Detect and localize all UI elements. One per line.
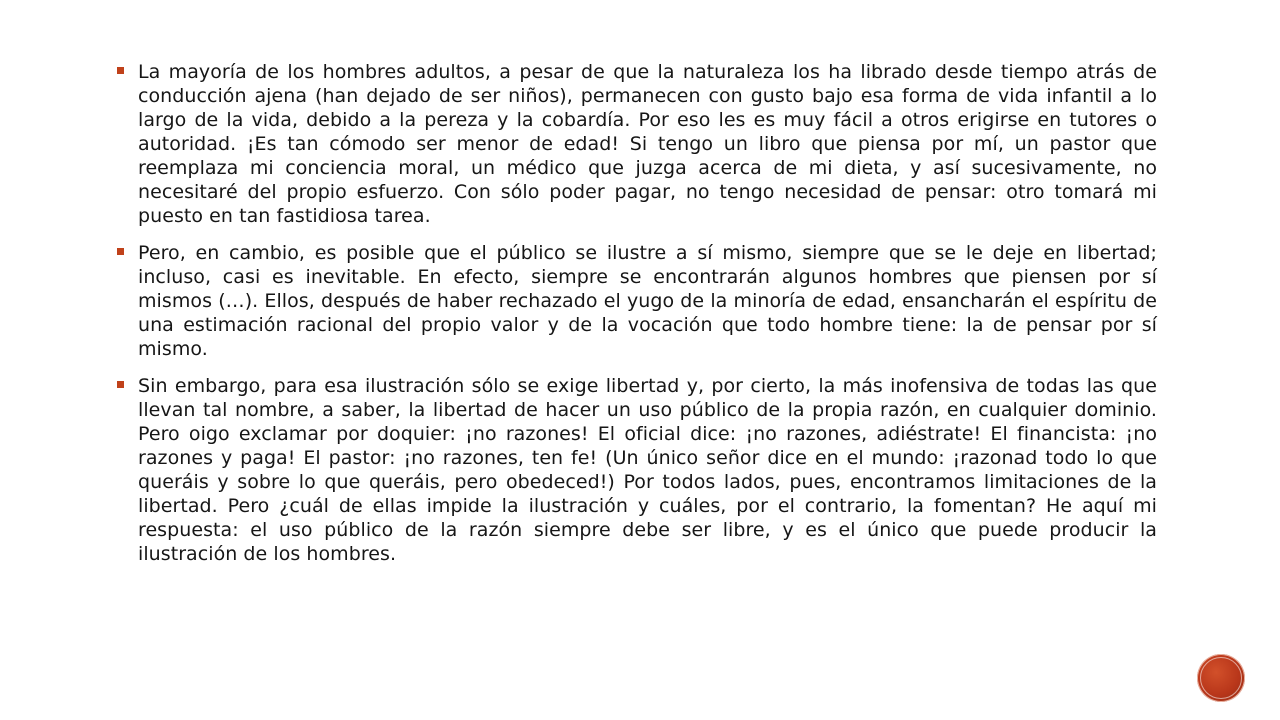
bullet-text: Sin embargo, para esa ilustración sólo se exige libertad y, por cierto, la más inofensiva de todas las que llevan tal nombre, a saber, la libertad de hacer un uso público de la propia razón, en cualquier dominio. Pero oigo exclamar por doquier: ¡no razones! El oficial dice: ¡no razones, adiéstrate! El financista: ¡no razones y paga! El pastor: ¡no razones, ten fe! (Un único señor dice en el mundo: ¡razonad todo lo que queráis y sobre lo que queráis, pero obedeced!) Por todos lados, pues, encontramos limitaciones de la libertad. Pero ¿cuál de ellas impide la ilustración y cuáles, por el contrario, la fomentan? He aquí mi respuesta: el uso público de la razón siempre debe ser libre, y es el único que puede producir la ilustración de los hombres. bbox=[138, 375, 1157, 565]
bullet-item bbox=[117, 60, 1157, 228]
bullet-text: Pero, en cambio, es posible que el público se ilustre a sí mismo, siempre que se le deje en libertad; incluso, casi es inevitable. En efecto, siempre se encontrarán algunos hombres que piensen por sí mismos (…). Ellos, después de haber rechazado el yugo de la minoría de edad, ensancharán el espíritu de una estimación racional del propio valor y de la vocación que todo hombre tiene: la de pensar por sí mismo. bbox=[138, 242, 1157, 360]
bullet-item bbox=[117, 374, 1157, 566]
square-bullet-icon bbox=[117, 381, 124, 388]
logo-ring bbox=[1200, 657, 1242, 699]
square-bullet-icon bbox=[117, 248, 124, 255]
bullet-item bbox=[117, 241, 1157, 361]
decorative-circle-logo bbox=[1197, 654, 1245, 702]
bullet-list bbox=[117, 60, 1157, 579]
square-bullet-icon bbox=[117, 67, 124, 74]
bullet-text: La mayoría de los hombres adultos, a pesar de que la naturaleza los ha librado desde tiempo atrás de conducción ajena (han dejado de ser niños), permanecen con gusto bajo esa forma de vida infantil a lo largo de la vida, debido a la pereza y la cobardía. Por eso les es muy fácil a otros erigirse en tutores o autoridad. ¡Es tan cómodo ser menor de edad! Si tengo un libro que piensa por mí, un pastor que reemplaza mi conciencia moral, un médico que juzga acerca de mi dieta, y así sucesivamente, no necesitaré del propio esfuerzo. Con sólo poder pagar, no tengo necesidad de pensar: otro tomará mi puesto en tan fastidiosa tarea. bbox=[138, 61, 1157, 227]
